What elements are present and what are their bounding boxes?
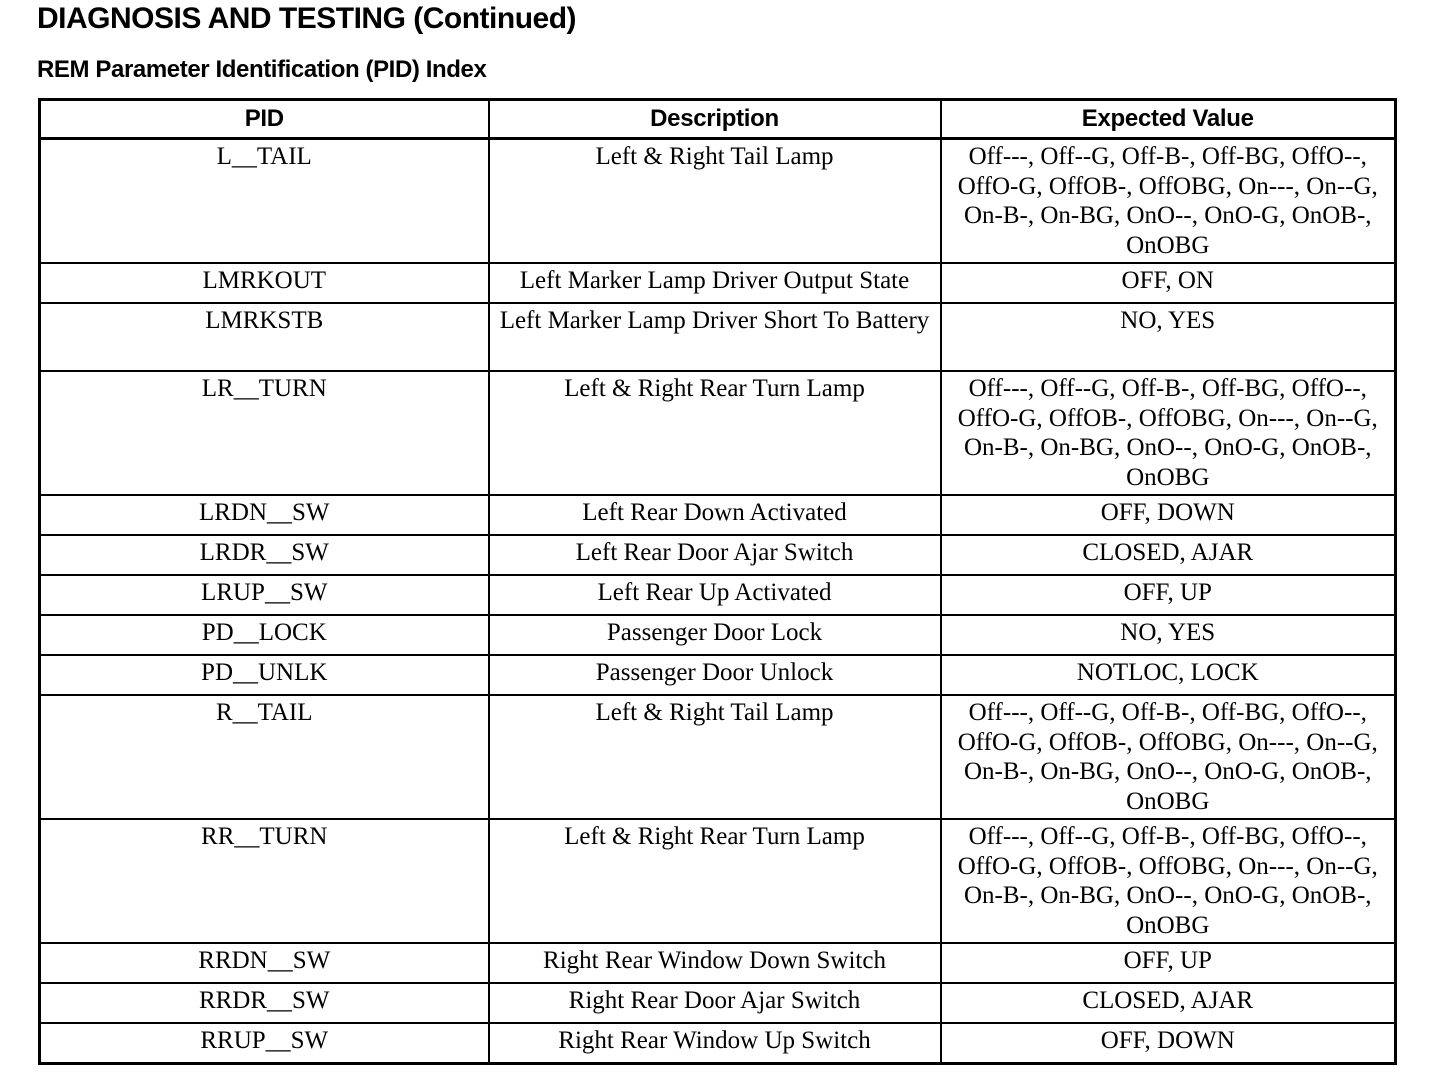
pid-cell: LR__TURN: [40, 371, 489, 495]
expected-value-cell: OFF, UP: [941, 575, 1396, 615]
description-cell: Left Rear Up Activated: [489, 575, 941, 615]
description-cell: Passenger Door Unlock: [489, 655, 941, 695]
pid-cell: LMRKOUT: [40, 263, 489, 303]
description-cell: Left Rear Down Activated: [489, 495, 941, 535]
description-cell: Left Marker Lamp Driver Short To Battery: [489, 303, 941, 371]
pid-cell: LMRKSTB: [40, 303, 489, 371]
description-cell: Left Marker Lamp Driver Output State: [489, 263, 941, 303]
table-row: [40, 263, 1396, 303]
table-row: [40, 1023, 1396, 1064]
pid-cell: LRUP__SW: [40, 575, 489, 615]
pid-cell: LRDR__SW: [40, 535, 489, 575]
table-row: [40, 575, 1396, 615]
expected-value-cell: OFF, ON: [941, 263, 1396, 303]
table-row: [40, 535, 1396, 575]
table-row: [40, 943, 1396, 983]
pid-cell: LRDN__SW: [40, 495, 489, 535]
table-row: [40, 495, 1396, 535]
column-header-expected-value: Expected Value: [941, 100, 1396, 139]
expected-value-cell: Off---, Off--G, Off-B-, Off-BG, OffO--, OffO-G, OffOB-, OffOBG, On---, On--G, On-B-, On-BG, OnO--, OnO-G, OnOB-, OnOBG: [941, 139, 1396, 264]
table-row: [40, 139, 1396, 264]
pid-cell: RRUP__SW: [40, 1023, 489, 1064]
pid-cell: L__TAIL: [40, 139, 489, 264]
description-cell: Left & Right Rear Turn Lamp: [489, 819, 941, 943]
description-cell: Left Rear Door Ajar Switch: [489, 535, 941, 575]
expected-value-cell: NOTLOC, LOCK: [941, 655, 1396, 695]
description-cell: Left & Right Tail Lamp: [489, 139, 941, 264]
column-header-description: Description: [489, 100, 941, 139]
section-title: REM Parameter Identification (PID) Index: [37, 56, 487, 83]
column-header-pid: PID: [40, 100, 489, 139]
description-cell: Passenger Door Lock: [489, 615, 941, 655]
expected-value-cell: Off---, Off--G, Off-B-, Off-BG, OffO--, OffO-G, OffOB-, OffOBG, On---, On--G, On-B-, On-BG, OnO--, OnO-G, OnOB-, OnOBG: [941, 819, 1396, 943]
table-row: [40, 303, 1396, 371]
expected-value-cell: OFF, DOWN: [941, 1023, 1396, 1064]
pid-index-table: [38, 98, 1397, 1065]
expected-value-cell: CLOSED, AJAR: [941, 535, 1396, 575]
page-title: DIAGNOSIS AND TESTING (Continued): [37, 2, 577, 35]
pid-cell: PD__LOCK: [40, 615, 489, 655]
table-row: [40, 371, 1396, 495]
expected-value-cell: Off---, Off--G, Off-B-, Off-BG, OffO--, OffO-G, OffOB-, OffOBG, On---, On--G, On-B-, On-BG, OnO--, OnO-G, OnOB-, OnOBG: [941, 695, 1396, 819]
table-row: [40, 695, 1396, 819]
description-cell: Right Rear Window Down Switch: [489, 943, 941, 983]
description-cell: Right Rear Door Ajar Switch: [489, 983, 941, 1023]
description-cell: Left & Right Tail Lamp: [489, 695, 941, 819]
expected-value-cell: OFF, UP: [941, 943, 1396, 983]
expected-value-cell: NO, YES: [941, 303, 1396, 371]
pid-cell: PD__UNLK: [40, 655, 489, 695]
table-row: [40, 819, 1396, 943]
table-row: [40, 615, 1396, 655]
pid-cell: RRDN__SW: [40, 943, 489, 983]
pid-cell: RRDR__SW: [40, 983, 489, 1023]
table-row: [40, 983, 1396, 1023]
table-row: [40, 655, 1396, 695]
expected-value-cell: CLOSED, AJAR: [941, 983, 1396, 1023]
table-header-row: [40, 100, 1396, 139]
expected-value-cell: NO, YES: [941, 615, 1396, 655]
description-cell: Right Rear Window Up Switch: [489, 1023, 941, 1064]
expected-value-cell: OFF, DOWN: [941, 495, 1396, 535]
description-cell: Left & Right Rear Turn Lamp: [489, 371, 941, 495]
pid-cell: RR__TURN: [40, 819, 489, 943]
expected-value-cell: Off---, Off--G, Off-B-, Off-BG, OffO--, OffO-G, OffOB-, OffOBG, On---, On--G, On-B-, On-BG, OnO--, OnO-G, OnOB-, OnOBG: [941, 371, 1396, 495]
pid-cell: R__TAIL: [40, 695, 489, 819]
